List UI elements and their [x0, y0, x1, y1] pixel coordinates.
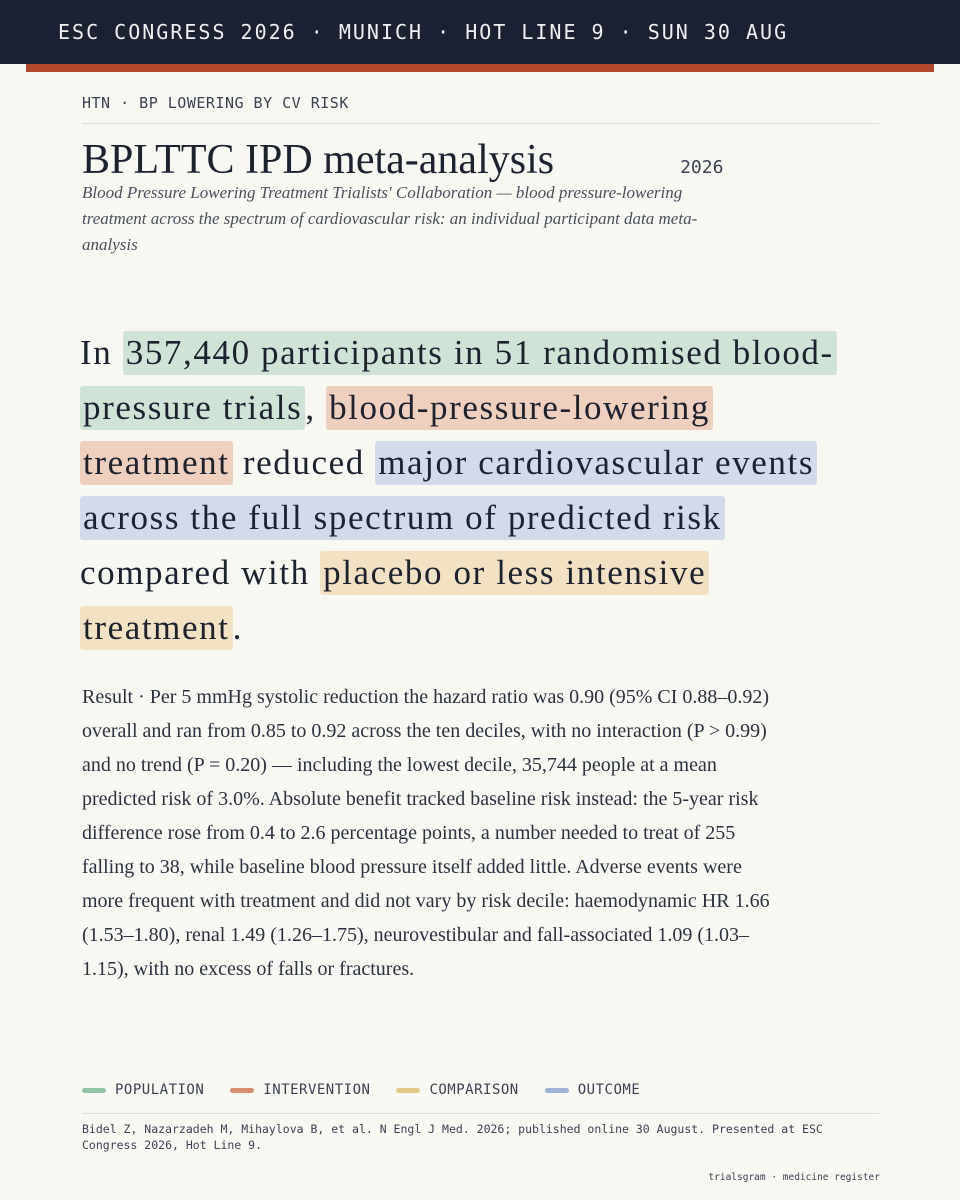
legend-item-outcome	[545, 1082, 641, 1098]
accent-rule	[26, 64, 934, 72]
divider	[82, 1113, 879, 1114]
legend-item-intervention	[230, 1082, 370, 1098]
publication-year: 2026	[680, 157, 724, 178]
citation: Bidel Z, Nazarzadeh M, Mihaylova B, et al. N Engl J Med. 2026; published online 30 August. Presented at ESC Congress 2026, Hot Line 9.	[82, 1122, 823, 1152]
headline-separator: ,	[305, 388, 327, 427]
intervention-swatch	[230, 1088, 254, 1093]
result-paragraph: Result · Per 5 mmHg systolic reduction the hazard ratio was 0.90 (95% CI 0.88–0.92) overall and ran from 0.85 to 0.92 across the ten deciles, with no interaction (P > 0.99) and no trend (P = 0.20) — including the lowest decile, 35,744 people at a mean predicted risk of 3.0%. Absolute benefit tracked baseline risk instead: the 5-year risk difference rose from 0.4 to 2.6 percentage points, a number needed to treat of 255 falling to 38, while baseline blood pressure itself added little. Adverse events were more frequent with treatment and did not vary by risk decile: haemodynamic HR 1.66 (1.53–1.80), renal 1.49 (1.26–1.75), neurovestibular and fall-associated 1.09 (1.03–1.15), with no excess of falls or fractures.	[82, 686, 770, 980]
legend-item-comparison	[396, 1082, 518, 1098]
outcome-highlight: major cardiovascular events across the full spectrum of predicted risk	[80, 441, 817, 540]
footer-credit: trialsgram · medicine register	[708, 1172, 880, 1183]
headline-connector: compared with	[80, 553, 321, 592]
legend-label: POPULATION	[115, 1082, 205, 1098]
comparison-swatch	[396, 1088, 420, 1093]
title-row	[82, 136, 723, 184]
pico-headline	[80, 325, 860, 655]
legend-item-population	[82, 1082, 204, 1098]
legend-label: COMPARISON	[429, 1082, 519, 1098]
pico-legend	[82, 1082, 640, 1098]
headline-verb: reduced	[232, 443, 376, 482]
headline-prefix: In	[80, 333, 123, 372]
legend-label: OUTCOME	[577, 1082, 641, 1098]
legend-label: INTERVENTION	[263, 1082, 371, 1098]
headline-end: .	[232, 608, 243, 647]
topic-kicker: HTN · BP LOWERING BY CV RISK	[82, 94, 349, 112]
comparison-highlight: placebo or less intensive treatment	[80, 551, 709, 650]
article-subtitle: Blood Pressure Lowering Treatment Trialists' Collaboration — blood pressure-lowering treatment across the spectrum of cardiovascular risk: an individual participant data meta-analysis	[82, 183, 698, 254]
outcome-swatch	[545, 1088, 569, 1093]
population-swatch	[82, 1088, 106, 1093]
divider	[82, 123, 879, 124]
conference-banner: ESC CONGRESS 2026 · MUNICH · HOT LINE 9 · SUN 30 AUG	[0, 0, 960, 64]
page-title: BPLTTC IPD meta-analysis	[82, 137, 555, 183]
population-highlight: 357,440 participants in 51 randomised blood-pressure trials	[80, 331, 837, 430]
intervention-highlight: blood-pressure-lowering treatment	[80, 386, 713, 485]
